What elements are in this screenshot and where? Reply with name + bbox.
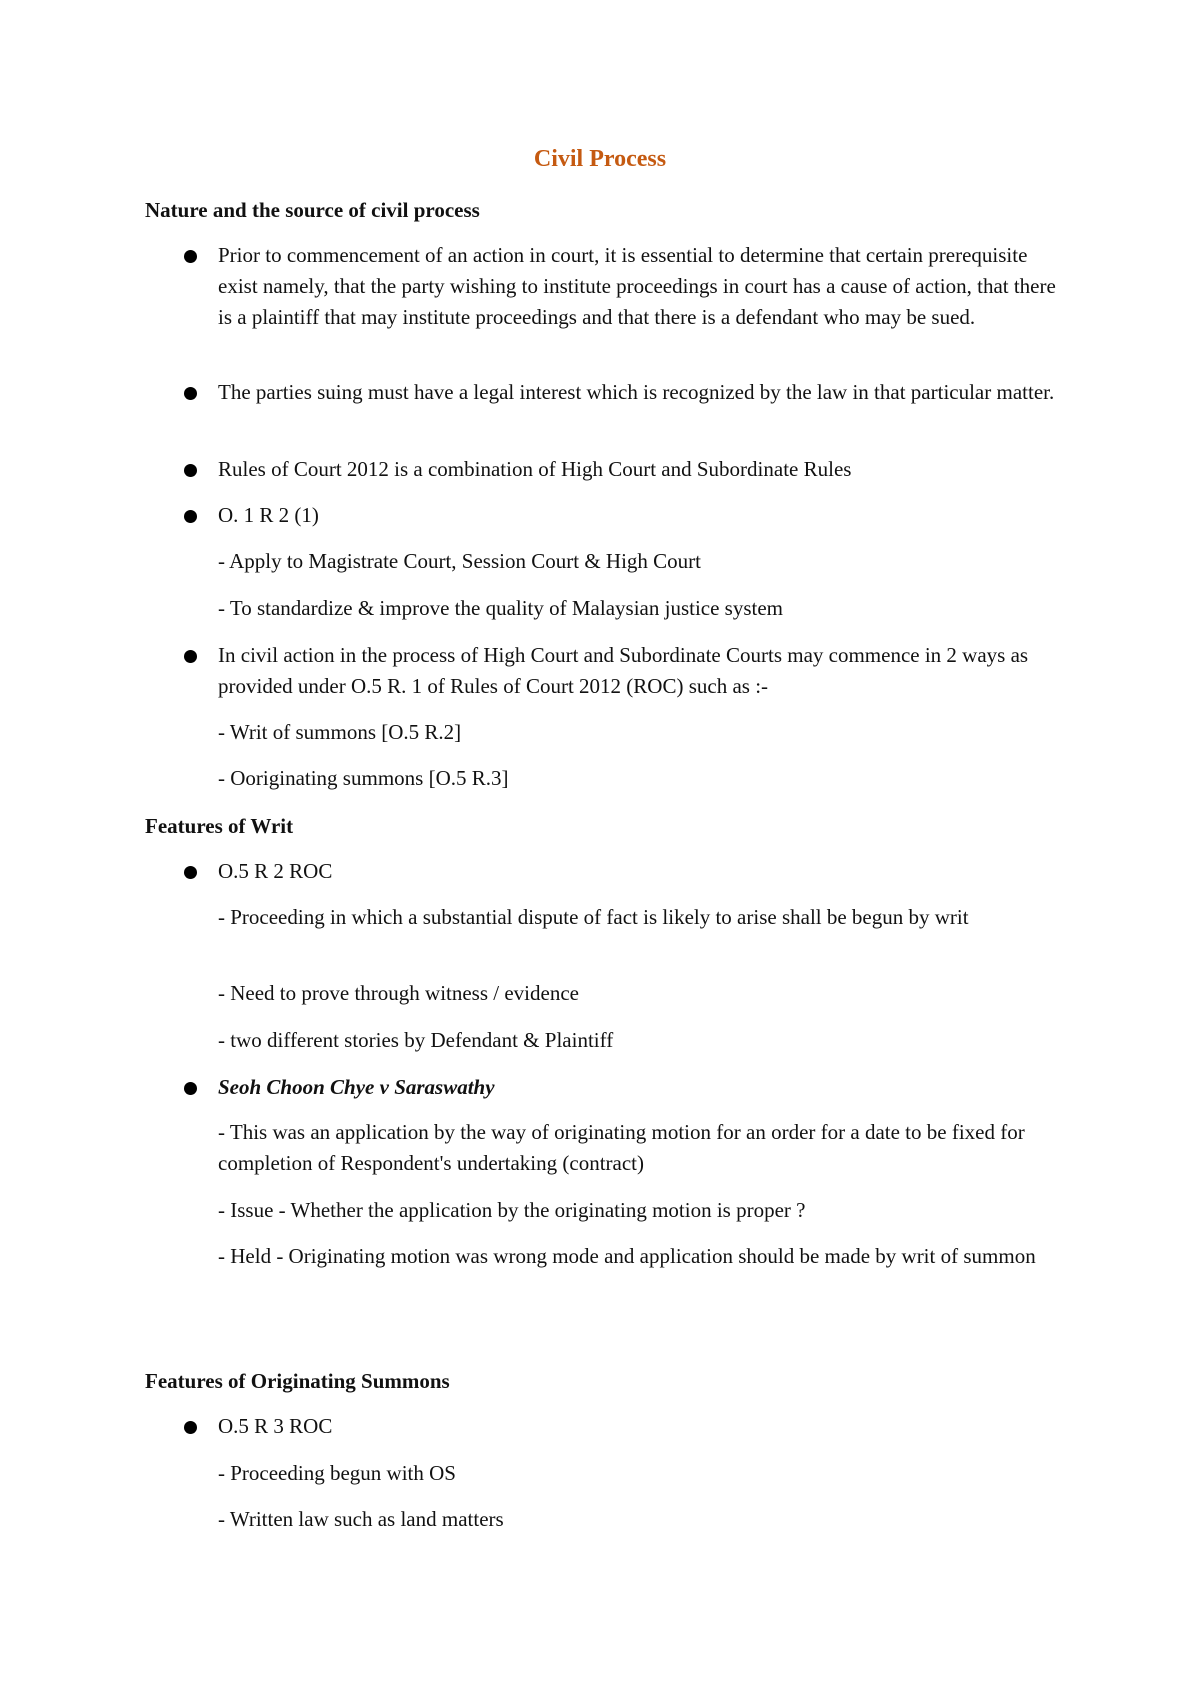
bullet-dot bbox=[184, 510, 197, 523]
bullet-dot bbox=[184, 650, 197, 663]
note-text: - Issue - Whether the application by the originating motion is proper ? bbox=[218, 1198, 806, 1222]
note-text: - This was an application by the way of originating motion for an order for a date to be fixed for completion of Respondent's undertaking (contract) bbox=[218, 1120, 1025, 1175]
note-text: - Ooriginating summons [O.5 R.3] bbox=[218, 766, 509, 790]
note-text: - two different stories by Defendant & Plaintiff bbox=[218, 1028, 614, 1052]
bullet-text: Prior to commencement of an action in court, it is essential to determine that certain prerequisite exist namely, that the party wishing to institute proceedings in court has a cause of action, that there is a plaintiff that may institute proceedings and that there is a defendant who may be sued. bbox=[218, 243, 1056, 329]
section-heading-originating-summons: Features of Originating Summons bbox=[145, 1369, 450, 1393]
case-name: Seoh Choon Chye v Saraswathy bbox=[218, 1075, 495, 1099]
bullet-dot bbox=[184, 464, 197, 477]
document-title: Civil Process bbox=[533, 146, 667, 172]
bullet-text: O.5 R 3 ROC bbox=[218, 1414, 333, 1438]
bullet-dot bbox=[184, 866, 197, 879]
note-text: - Need to prove through witness / evidence bbox=[218, 981, 579, 1005]
bullet-text: Rules of Court 2012 is a combination of High Court and Subordinate Rules bbox=[218, 457, 852, 481]
bullet-dot bbox=[184, 1082, 197, 1095]
section-heading-nature: Nature and the source of civil process bbox=[145, 198, 480, 222]
bullet-dot bbox=[184, 1421, 197, 1434]
bullet-dot bbox=[184, 250, 197, 263]
bullet-text: In civil action in the process of High Court and Subordinate Courts may commence in 2 ways as provided under O.5 R. 1 of Rules of Court 2012 (ROC) such as :- bbox=[218, 643, 1029, 698]
note-text: - Held - Originating motion was wrong mode and application should be made by writ of summon bbox=[218, 1244, 1036, 1268]
bullet-text: O. 1 R 2 (1) bbox=[218, 503, 319, 527]
note-text: - Written law such as land matters bbox=[218, 1507, 504, 1531]
note-text: - Proceeding in which a substantial dispute of fact is likely to arise shall be begun by writ bbox=[218, 905, 969, 929]
note-text: - Writ of summons [O.5 R.2] bbox=[218, 720, 462, 744]
note-text: - Proceeding begun with OS bbox=[218, 1461, 456, 1485]
section-heading-writ: Features of Writ bbox=[145, 814, 294, 838]
bullet-dot bbox=[184, 387, 197, 400]
bullet-text: The parties suing must have a legal interest which is recognized by the law in that particular matter. bbox=[218, 380, 1055, 404]
note-text: - Apply to Magistrate Court, Session Court & High Court bbox=[218, 549, 701, 573]
bullet-text: O.5 R 2 ROC bbox=[218, 859, 333, 883]
note-text: - To standardize & improve the quality of Malaysian justice system bbox=[218, 596, 784, 620]
